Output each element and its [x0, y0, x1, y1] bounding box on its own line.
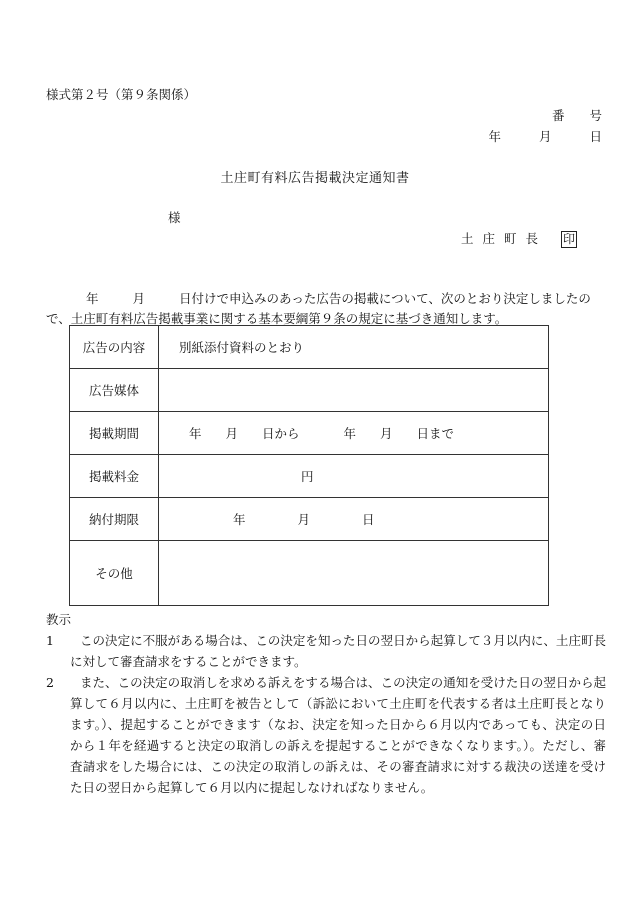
document-title: 土庄町有料広告掲載決定通知書 — [220, 171, 410, 186]
period-start-month: 月 — [225, 426, 239, 441]
issuer-char: 町 — [504, 231, 517, 246]
deadline-label: 納付期限 — [70, 498, 159, 541]
period-end-year: 年 — [343, 426, 357, 441]
deadline-year: 年 — [233, 512, 246, 527]
medium-label: 広告媒体 — [70, 369, 159, 412]
item-number: 1 — [46, 633, 54, 648]
item-text: この決定に不服がある場合は、この決定を知った日の翌日から起算して３月以内に、土庄町長に対して審査請求をすることができます。 — [70, 633, 606, 669]
item-text: また、この決定の取消しを求める訴えをする場合は、この決定の通知を受けた日の翌日から起算して６月以内に、土庄町を被告として（訴訟において土庄町を代表する者は土庄町長となります。）、提起することができます（なお、決定を知った日から６月以内であっても、決定の日から１年を経過すると決定の取消しの訴えを提起することができなくなります。）。ただし、審査請求をした場合には、この決定の取消しの訴えは、その審査請求に対する裁決の送達を受けた日の翌日から起算して６月以内に提起しなければなりません。 — [70, 675, 606, 795]
list-item — [46, 672, 606, 798]
table-row — [70, 541, 549, 606]
addressee-honorific: 様 — [168, 210, 181, 225]
other-value — [159, 541, 549, 606]
fee-label: 掲載料金 — [70, 455, 159, 498]
period-end-month: 月 — [380, 426, 393, 441]
body-year: 年 — [86, 291, 99, 306]
period-end-day: 日まで — [416, 426, 455, 441]
list-item — [46, 630, 606, 672]
notification-body — [46, 289, 606, 329]
content-value: 別紙添付資料のとおり — [159, 326, 549, 369]
medium-value — [159, 369, 549, 412]
deadline-month: 月 — [297, 512, 311, 527]
body-month: 月 — [132, 291, 146, 306]
content-label: 広告の内容 — [70, 326, 159, 369]
deadline-day: 日 — [362, 512, 375, 527]
issuer-char: 土 — [461, 231, 474, 246]
fee-value — [159, 455, 549, 498]
fee-unit: 円 — [301, 469, 314, 484]
issue-date — [454, 127, 602, 145]
issuer-char: 庄 — [482, 231, 496, 246]
period-label: 掲載期間 — [70, 412, 159, 455]
instructions-list — [46, 630, 606, 798]
item-number: 2 — [46, 675, 54, 690]
table-row — [70, 326, 549, 369]
period-start-year: 年 — [189, 426, 202, 441]
issue-date-month: 月 — [538, 129, 552, 144]
table-row — [70, 455, 549, 498]
other-label: その他 — [70, 541, 159, 606]
table-row — [70, 412, 549, 455]
issue-date-year: 年 — [488, 129, 501, 144]
deadline-value — [159, 498, 549, 541]
instructions-heading: 教示 — [46, 612, 72, 627]
issuer-char: 長 — [525, 231, 539, 246]
issue-date-day: 日 — [589, 129, 602, 144]
table-row — [70, 369, 549, 412]
period-start-day: 日から — [262, 426, 300, 441]
body-text: 日付けで申込みのあった広告の掲載について、次のとおり決定しましたので、土庄町有料広告掲載事業に関する基本要綱第９条の規定に基づき通知します。 — [46, 291, 591, 326]
table-row — [70, 498, 549, 541]
form-number: 様式第２号（第９条関係） — [46, 87, 197, 102]
issuer-signature — [461, 229, 577, 248]
seal-mark: 印 — [563, 232, 576, 246]
document-number-label: 番 号 — [551, 108, 602, 123]
ad-details-table — [69, 325, 549, 606]
period-value — [159, 412, 549, 455]
